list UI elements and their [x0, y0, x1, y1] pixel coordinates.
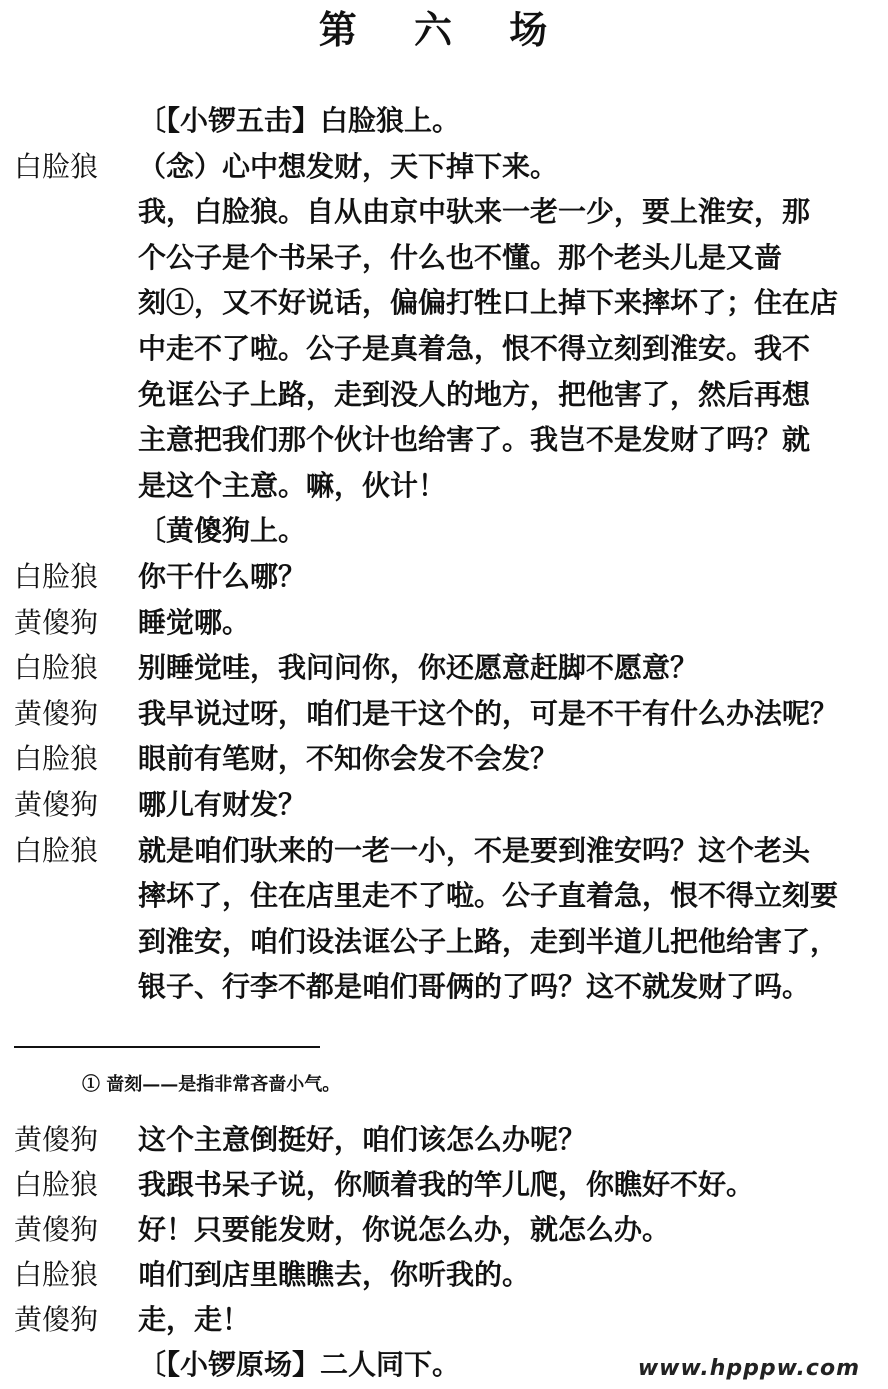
speaker-name: 白脸狼	[14, 1168, 99, 1201]
watermark: www.hpppw.com	[637, 1356, 860, 1381]
dialogue-line	[0, 782, 888, 828]
dialogue-line	[0, 1252, 888, 1297]
dialogue-block-bottom	[0, 1117, 888, 1387]
speaker-name: 黄傻狗	[14, 696, 99, 730]
line-text: 刻①，又不好说话，偏偏打牲口上掉下来摔坏了；住在店	[138, 286, 839, 320]
dialogue-line	[0, 964, 888, 1010]
line-text: 你干什么哪？	[138, 559, 307, 593]
dialogue-line	[0, 691, 888, 737]
dialogue-block-top	[0, 98, 888, 1010]
speaker-name: 黄傻狗	[14, 1213, 99, 1246]
dialogue-line	[0, 645, 888, 691]
scene-title: 第 六 场	[318, 7, 570, 52]
line-text: 〔【小锣五击】白脸狼上。	[138, 104, 461, 137]
speaker-name: 白脸狼	[14, 742, 99, 776]
dialogue-line	[0, 372, 888, 418]
speaker-name: 白脸狼	[14, 651, 99, 685]
speaker-name: 黄傻狗	[14, 1123, 99, 1156]
line-text: 眼前有笔财，不知你会发不会发？	[138, 742, 559, 776]
dialogue-line	[0, 600, 888, 646]
line-text: 我早说过呀，咱们是干这个的，可是不干有什么办法呢？	[138, 696, 839, 730]
dialogue-line	[0, 144, 888, 190]
line-text: 个公子是个书呆子，什么也不懂。那个老头儿是又啬	[138, 240, 783, 274]
line-text: 中走不了啦。公子是真着急，恨不得立刻到淮安。我不	[138, 331, 811, 365]
line-text: 主意把我们那个伙计也给害了。我岂不是发财了吗？就	[138, 423, 811, 457]
dialogue-line	[0, 326, 888, 372]
footnote: ① 啬刻——是指非常吝啬小气。	[82, 1074, 341, 1095]
dialogue-line	[0, 736, 888, 782]
dialogue-line	[0, 417, 888, 463]
speaker-name: 黄傻狗	[14, 605, 99, 639]
speaker-name: 黄傻狗	[14, 787, 99, 821]
line-text: 睡觉哪。	[138, 605, 251, 639]
line-text: 哪儿有财发？	[138, 787, 307, 821]
line-text: 就是咱们驮来的一老一小，不是要到淮安吗？这个老头	[138, 833, 811, 867]
dialogue-line	[0, 919, 888, 965]
line-text: 咱们到店里瞧瞧去，你听我的。	[138, 1258, 531, 1291]
line-text: 我，白脸狼。自从由京中驮来一老一少，要上淮安，那	[138, 195, 811, 229]
dialogue-line	[0, 828, 888, 874]
footnote-divider	[14, 1046, 320, 1048]
dialogue-line	[0, 1162, 888, 1207]
speaker-name: 黄傻狗	[14, 1303, 99, 1336]
line-text: 〔黄傻狗上。	[138, 514, 307, 548]
dialogue-line	[0, 508, 888, 554]
dialogue-line	[0, 98, 888, 144]
dialogue-line	[0, 280, 888, 326]
line-text: 好！只要能发财，你说怎么办，就怎么办。	[138, 1213, 671, 1246]
speaker-name: 白脸狼	[14, 833, 99, 867]
line-text: 〔【小锣原场】二人同下。	[138, 1348, 461, 1381]
line-text: 别睡觉哇，我问问你，你还愿意赶脚不愿意？	[138, 651, 699, 685]
dialogue-line	[0, 189, 888, 235]
line-text: 到淮安，咱们设法诓公子上路，走到半道儿把他给害了，	[138, 924, 839, 958]
line-text: 这个主意倒挺好，咱们该怎么办呢？	[138, 1123, 587, 1156]
line-text: 是这个主意。嘛，伙计！	[138, 468, 447, 502]
speaker-name: 白脸狼	[14, 1258, 99, 1291]
dialogue-line	[0, 873, 888, 919]
dialogue-line	[0, 1207, 888, 1252]
speaker-name: 白脸狼	[14, 149, 99, 183]
line-text: 免诓公子上路，走到没人的地方，把他害了，然后再想	[138, 377, 811, 411]
dialogue-line	[0, 1297, 888, 1342]
speaker-name: 白脸狼	[14, 559, 99, 593]
dialogue-line	[0, 463, 888, 509]
line-text: （念）心中想发财，天下掉下来。	[138, 149, 559, 183]
line-text: 走，走！	[138, 1303, 251, 1336]
line-text: 银子、行李不都是咱们哥俩的了吗？这不就发财了吗。	[138, 970, 811, 1004]
line-text: 我跟书呆子说，你顺着我的竿儿爬，你瞧好不好。	[138, 1168, 755, 1201]
dialogue-line	[0, 554, 888, 600]
dialogue-line	[0, 1117, 888, 1162]
dialogue-line	[0, 235, 888, 281]
line-text: 摔坏了，住在店里走不了啦。公子直着急，恨不得立刻要	[138, 879, 839, 913]
